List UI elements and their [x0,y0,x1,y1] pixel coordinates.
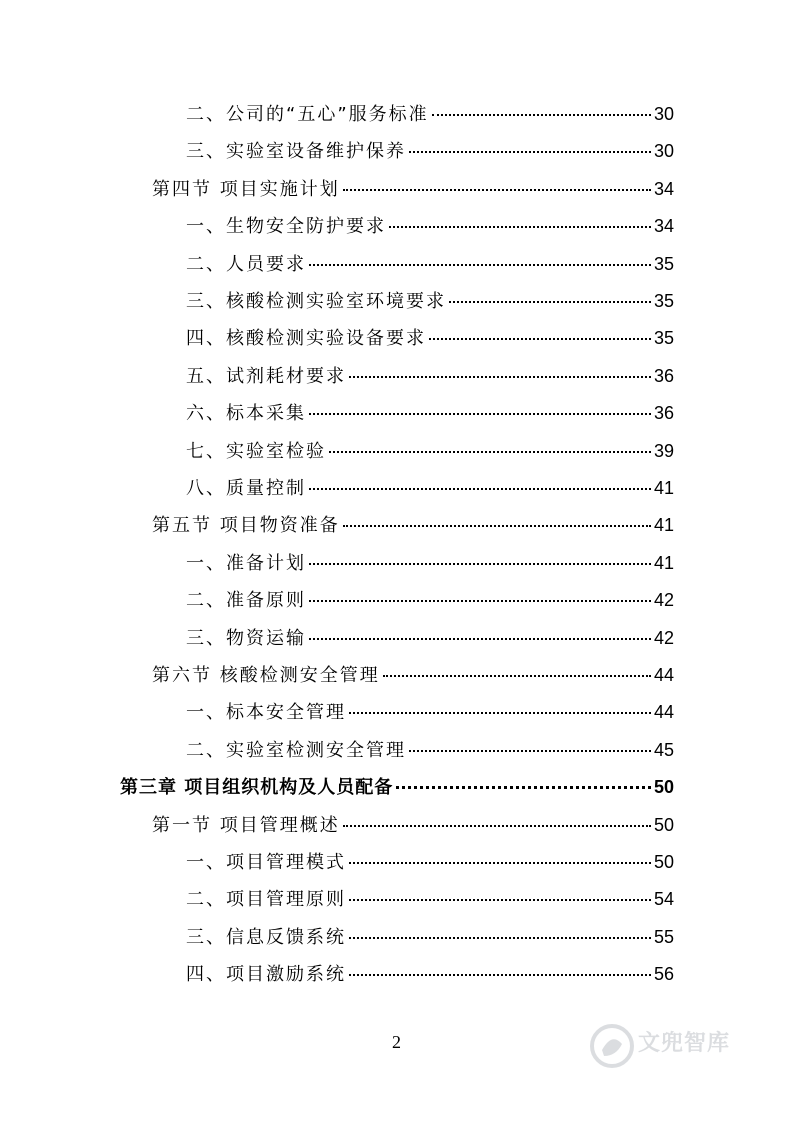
toc-entry[interactable] [186,100,674,130]
page-number: 2 [392,1032,401,1052]
toc-leader-dots [343,525,651,527]
toc-entry[interactable] [186,324,674,354]
toc-entry[interactable] [152,511,674,541]
toc-entry[interactable] [186,848,674,878]
toc-entry-page: 34 [653,178,674,199]
watermark [588,1018,778,1078]
toc-entry-title: 第五节 项目物资准备 [152,515,340,537]
toc-leader-dots [349,712,651,714]
toc-entry[interactable] [186,736,674,766]
toc-entry[interactable] [186,250,674,280]
toc-entry-page: 54 [653,889,674,910]
toc-entry-page: 50 [653,777,674,798]
toc-leader-dots [432,114,651,116]
toc-leader-dots [409,750,651,752]
toc-leader-dots [309,638,651,640]
toc-leader-dots [343,189,651,191]
toc-leader-dots [396,786,651,789]
toc-entry[interactable] [186,624,674,654]
toc-leader-dots [389,226,651,228]
toc-entry-title: 一、标本安全管理 [186,702,346,724]
toc-leader-dots [449,301,651,303]
toc-entry-title: 第一节 项目管理概述 [152,814,340,836]
toc-entry-page: 50 [653,852,674,872]
toc-entry-page: 55 [653,926,674,947]
toc-entry-page: 42 [653,627,674,648]
toc-leader-dots [349,862,651,864]
toc-entry-title: 三、核酸检测实验室环境要求 [186,291,446,312]
toc-entry[interactable] [152,661,674,691]
toc-leader-dots [349,899,651,901]
toc-leader-dots [349,376,651,378]
toc-entry-title: 二、人员要求 [186,253,306,275]
watermark-logo-icon [588,1022,636,1070]
toc-entry[interactable] [186,885,674,915]
toc-leader-dots [349,937,651,939]
toc-leader-dots [383,675,651,677]
toc-entry-page: 35 [653,291,674,311]
toc-leader-dots [309,600,651,602]
toc-leader-dots [349,974,651,976]
toc-leader-dots [429,338,651,340]
watermark-text: 文兜智库 [638,1031,731,1056]
toc-entry[interactable] [186,549,674,579]
toc-entry[interactable] [186,698,674,728]
toc-entry-page: 45 [653,739,674,760]
toc-entry-title: 第六节 核酸检测安全管理 [152,665,380,686]
toc-entry[interactable] [186,212,674,242]
toc-entry-title: 七、实验室检验 [186,440,326,462]
toc-entry-title: 一、项目管理模式 [186,852,346,873]
toc-entry-page: 50 [653,814,674,835]
toc-entry-title: 八、质量控制 [186,478,306,499]
toc-entry[interactable] [186,586,674,616]
toc-entry-title: 六、标本采集 [186,403,306,425]
toc-entry-page: 44 [653,702,674,723]
toc-entry-title: 二、准备原则 [186,590,306,612]
toc-entry-page: 34 [653,216,674,237]
toc-entry-page: 41 [653,552,674,573]
toc-entry-page: 44 [653,665,674,685]
toc-entry-title: 第四节 项目实施计划 [152,178,340,200]
toc-entry-page: 36 [653,403,674,424]
toc-entry-page: 35 [653,253,674,274]
toc-leader-dots [329,451,651,453]
toc-entry-title: 一、生物安全防护要求 [186,216,386,238]
toc-entry[interactable] [186,287,674,317]
toc-entry[interactable] [186,362,674,392]
toc-leader-dots [309,264,651,266]
toc-entry[interactable] [186,137,674,167]
toc-entry-page: 41 [653,478,674,498]
toc-leader-dots [309,488,651,490]
toc-entry[interactable] [186,960,674,990]
toc-entry-title: 四、核酸检测实验设备要求 [186,328,426,350]
toc-entry-page: 56 [653,964,674,985]
toc-entry-page: 35 [653,328,674,349]
toc-entry-title: 一、准备计划 [186,552,306,574]
toc-entry-page: 30 [653,141,674,162]
toc-entry-title: 五、试剂耗材要求 [186,365,346,387]
toc-entry-page: 42 [653,590,674,611]
toc-entry-title: 二、公司的“五心”服务标准 [186,104,429,125]
toc-leader-dots [309,413,651,415]
toc-entry-page: 39 [653,440,674,461]
toc-entry-title: 三、信息反馈系统 [186,926,346,948]
toc-entry-page: 30 [653,104,674,124]
toc-entry-page: 36 [653,365,674,386]
toc-leader-dots [409,151,651,153]
toc-entry-title: 二、实验室检测安全管理 [186,739,406,761]
toc-entry[interactable] [186,437,674,467]
toc-entry[interactable] [152,811,674,841]
toc-leader-dots [343,825,651,827]
toc-entry-title: 三、实验室设备维护保养 [186,141,406,163]
toc-entry[interactable] [186,923,674,953]
toc-entry-title: 二、项目管理原则 [186,889,346,911]
toc-entry[interactable] [152,175,674,205]
toc-leader-dots [309,563,651,565]
toc-entry-title: 第三章 项目组织机构及人员配备 [120,777,394,799]
toc-entry-title: 三、物资运输 [186,627,306,649]
toc-entry[interactable] [186,399,674,429]
toc-entry-page: 41 [653,515,674,536]
toc-entry[interactable] [186,474,674,504]
toc-entry[interactable] [120,773,674,803]
toc-entry-title: 四、项目激励系统 [186,964,346,986]
